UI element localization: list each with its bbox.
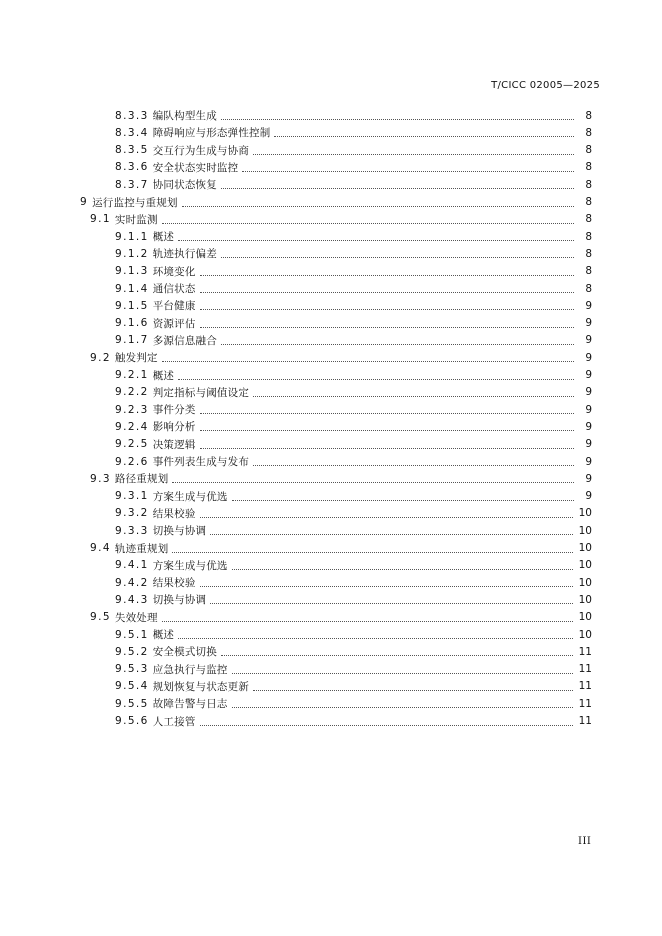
toc-entry-number: 9.4.2 — [115, 576, 149, 589]
toc-entry[interactable] — [0, 436, 592, 453]
toc-entry-page: 9 — [585, 403, 592, 416]
toc-entry[interactable] — [0, 557, 592, 574]
toc-entry-page: 8 — [585, 230, 592, 243]
toc-dot-leader — [210, 522, 572, 535]
toc-entry-number: 8.3.6 — [115, 161, 149, 174]
toc-dot-leader — [182, 194, 574, 207]
toc-dot-leader — [242, 159, 574, 172]
toc-entry-page: 9 — [585, 490, 592, 503]
toc-entry-page: 8 — [585, 213, 592, 226]
toc-entry-number: 9.5.3 — [115, 663, 149, 676]
toc-dot-leader — [172, 470, 574, 483]
toc-entry-number: 9.3.1 — [115, 490, 149, 503]
toc-entry-page: 8 — [585, 196, 592, 208]
toc-entry-title: 切换与协调 — [152, 594, 207, 607]
toc-entry-page: 10 — [578, 542, 592, 554]
toc-entry-title: 多源信息融合 — [152, 334, 217, 347]
toc-entry-title: 应急执行与监控 — [152, 663, 228, 676]
toc-dot-leader — [253, 384, 574, 397]
toc-entry[interactable] — [0, 297, 592, 314]
toc-entry-number: 8.3.7 — [115, 178, 149, 191]
toc-entry-title: 编队构型生成 — [152, 110, 217, 122]
toc-entry-page: 9 — [585, 351, 592, 364]
toc-dot-leader — [221, 176, 574, 189]
toc-entry[interactable] — [0, 124, 592, 141]
toc-entry[interactable] — [0, 228, 592, 245]
toc-entry-number: 9.2.4 — [115, 420, 149, 433]
toc-entry[interactable] — [0, 505, 592, 522]
toc-entry-page: 8 — [585, 144, 592, 157]
toc-dot-leader — [200, 418, 574, 431]
toc-entry-title: 失效处理 — [114, 611, 158, 624]
toc-entry-number: 9.3 — [90, 472, 111, 485]
toc-entry-title: 方案生成与优选 — [152, 490, 228, 503]
toc-entry-title: 触发判定 — [114, 352, 158, 365]
toc-dot-leader — [221, 107, 574, 120]
toc-dot-leader — [274, 124, 574, 137]
toc-dot-leader — [253, 453, 574, 466]
toc-dot-leader — [210, 591, 572, 604]
toc-entry-title: 通信状态 — [152, 283, 196, 295]
toc-entry[interactable] — [0, 540, 592, 557]
toc-entry-page: 9 — [585, 386, 592, 399]
toc-entry-title: 决策逻辑 — [152, 438, 196, 451]
toc-dot-leader — [178, 228, 574, 241]
toc-dot-leader — [200, 436, 574, 449]
toc-entry[interactable] — [0, 661, 592, 678]
toc-entry-title: 平台健康 — [152, 300, 196, 313]
toc-entry-page: 10 — [578, 507, 592, 520]
toc-entry-page: 9 — [585, 472, 592, 485]
toc-entry-title: 交互行为生成与协商 — [152, 144, 250, 157]
toc-dot-leader — [232, 695, 573, 708]
toc-dot-leader — [200, 505, 573, 518]
toc-entry[interactable] — [0, 453, 592, 470]
document-code: T/CICC 02005—2025 — [491, 80, 600, 91]
toc-entry-title: 影响分析 — [152, 421, 196, 434]
toc-entry[interactable] — [0, 574, 592, 591]
toc-entry-number: 9.1.7 — [115, 334, 149, 347]
toc-entry-page: 10 — [578, 576, 592, 589]
toc-entry[interactable] — [0, 159, 592, 176]
toc-entry-title: 人工接管 — [152, 715, 196, 728]
toc-entry-number: 9 — [80, 196, 89, 208]
toc-entry-title: 故障告警与日志 — [152, 698, 228, 711]
toc-entry-number: 9.1 — [90, 213, 111, 226]
toc-entry-number: 9.3.3 — [115, 524, 149, 537]
toc-entry[interactable] — [0, 643, 592, 660]
toc-entry[interactable] — [0, 401, 592, 418]
toc-entry-number: 9.1.3 — [115, 265, 149, 278]
toc-entry-title: 安全模式切换 — [152, 646, 217, 659]
toc-dot-leader — [162, 349, 574, 362]
toc-entry-number: 8.3.4 — [115, 126, 149, 139]
toc-dot-leader — [253, 678, 573, 691]
toc-entry-number: 9.5.1 — [115, 628, 149, 641]
toc-entry-number: 9.5 — [90, 611, 111, 624]
toc-dot-leader — [232, 661, 573, 674]
toc-entry-page: 9 — [585, 317, 592, 330]
toc-entry-number: 9.1.6 — [115, 317, 149, 330]
toc-dot-leader — [232, 557, 573, 570]
toc-entry[interactable] — [0, 713, 592, 730]
toc-entry-number: 9.1.2 — [115, 247, 149, 260]
toc-entry[interactable] — [0, 315, 592, 332]
toc-entry-title: 轨迹执行偏差 — [152, 248, 217, 261]
toc-dot-leader — [253, 142, 574, 155]
toc-entry-title: 事件分类 — [152, 404, 196, 417]
toc-entry-number: 9.5.2 — [115, 645, 149, 658]
toc-dot-leader — [200, 315, 574, 328]
toc-entry[interactable] — [0, 488, 592, 505]
toc-entry[interactable] — [0, 280, 592, 297]
toc-entry[interactable] — [0, 470, 592, 487]
toc-entry[interactable] — [0, 142, 592, 159]
toc-entry-title: 路径重规划 — [114, 473, 169, 486]
toc-entry-page: 10 — [578, 628, 592, 641]
toc-entry-page: 11 — [578, 680, 592, 693]
toc-dot-leader — [221, 332, 574, 345]
toc-dot-leader — [200, 401, 574, 414]
toc-dot-leader — [178, 367, 574, 380]
toc-entry-title: 事件列表生成与发布 — [152, 456, 250, 468]
toc-dot-leader — [200, 713, 573, 726]
toc-entry[interactable] — [0, 609, 592, 626]
toc-entry-page: 8 — [585, 109, 592, 122]
toc-entry[interactable] — [0, 522, 592, 539]
toc-entry-page: 9 — [585, 455, 592, 468]
toc-entry[interactable] — [0, 384, 592, 401]
toc-entry-number: 9.2.5 — [115, 438, 149, 451]
toc-entry-number: 9.1.5 — [115, 299, 149, 312]
toc-dot-leader — [200, 297, 574, 310]
toc-entry-number: 9.4 — [90, 542, 111, 554]
toc-entry-page: 11 — [578, 645, 592, 658]
toc-entry-page: 8 — [585, 265, 592, 278]
toc-entry[interactable] — [0, 332, 592, 349]
toc-entry-page: 10 — [578, 611, 592, 624]
toc-entry[interactable] — [0, 211, 592, 228]
toc-entry-number: 9.4.1 — [115, 559, 149, 572]
toc-entry-title: 障碍响应与形态弹性控制 — [152, 127, 271, 140]
toc-entry-page: 8 — [585, 178, 592, 191]
toc-dot-leader — [221, 245, 574, 258]
toc-entry-number: 9.1.4 — [115, 282, 149, 295]
toc-entry-title: 结果校验 — [152, 507, 196, 520]
toc-entry-number: 8.3.5 — [115, 144, 149, 157]
toc-entry-page: 9 — [585, 420, 592, 433]
toc-dot-leader — [200, 574, 573, 587]
toc-entry-title: 协同状态恢复 — [152, 179, 217, 192]
toc-entry-page: 8 — [585, 282, 592, 295]
toc-dot-leader — [162, 609, 573, 622]
toc-entry-page: 9 — [585, 438, 592, 451]
toc-entry-page: 11 — [578, 715, 592, 727]
toc-entry-number: 9.5.4 — [115, 680, 149, 693]
toc-entry-number: 9.2 — [90, 351, 111, 364]
toc-entry[interactable] — [0, 194, 592, 211]
toc-entry-title: 切换与协调 — [152, 525, 207, 538]
toc-entry-title: 概述 — [152, 629, 175, 641]
toc-dot-leader — [200, 280, 574, 293]
toc-entry-page: 9 — [585, 334, 592, 347]
toc-entry-page: 10 — [578, 559, 592, 572]
toc-entry[interactable] — [0, 349, 592, 366]
toc-entry-title: 概述 — [152, 369, 175, 382]
toc-entry-number: 9.1.1 — [115, 230, 149, 243]
toc-entry-title: 规划恢复与状态更新 — [152, 680, 250, 693]
toc-dot-leader — [178, 626, 573, 639]
toc-dot-leader — [200, 263, 574, 276]
toc-entry-number: 9.2.3 — [115, 403, 149, 416]
toc-entry[interactable] — [0, 245, 592, 262]
toc-entry-title: 概述 — [152, 231, 175, 244]
toc-entry-number: 9.4.3 — [115, 593, 149, 606]
toc-entry-page: 11 — [578, 697, 592, 710]
toc-entry-title: 判定指标与阈值设定 — [152, 386, 250, 399]
toc-entry-number: 9.2.2 — [115, 386, 149, 399]
toc-entry[interactable] — [0, 591, 592, 608]
toc-entry-number: 9.5.5 — [115, 697, 149, 710]
toc-entry-number: 9.5.6 — [115, 715, 149, 727]
toc-entry-page: 8 — [585, 161, 592, 174]
toc-entry-title: 结果校验 — [152, 577, 196, 590]
toc-dot-leader — [162, 211, 574, 224]
toc-entry-title: 轨迹重规划 — [114, 542, 169, 555]
toc-entry[interactable] — [0, 367, 592, 384]
toc-entry-number: 9.3.2 — [115, 507, 149, 520]
toc-entry-title: 实时监测 — [114, 213, 158, 226]
toc-entry-page: 8 — [585, 126, 592, 139]
toc-entry[interactable] — [0, 176, 592, 193]
toc-entry-page: 9 — [585, 299, 592, 312]
toc-entry[interactable] — [0, 626, 592, 643]
toc-entry-page: 8 — [585, 247, 592, 260]
toc-entry-page: 10 — [578, 593, 592, 606]
toc-entry-number: 8.3.3 — [115, 109, 149, 122]
toc-entry[interactable] — [0, 107, 592, 124]
toc-entry-page: 9 — [585, 369, 592, 381]
toc-entry[interactable] — [0, 678, 592, 695]
toc-entry-title: 安全状态实时监控 — [152, 161, 239, 174]
toc-entry-page: 11 — [578, 663, 592, 676]
toc-entry-title: 环境变化 — [152, 265, 196, 278]
page-number: III — [578, 836, 592, 847]
toc-entry-title: 运行监控与重规划 — [92, 196, 178, 209]
toc-entry[interactable] — [0, 263, 592, 280]
toc-entry-number: 9.2.6 — [115, 455, 149, 468]
toc-dot-leader — [221, 643, 573, 656]
toc-entry-page: 10 — [578, 524, 592, 537]
toc-dot-leader — [172, 540, 572, 553]
toc-entry-title: 资源评估 — [152, 317, 196, 330]
toc-entry[interactable] — [0, 695, 592, 712]
toc-dot-leader — [232, 488, 574, 501]
toc-entry-number: 9.2.1 — [115, 369, 149, 381]
toc-entry-title: 方案生成与优选 — [152, 559, 228, 572]
toc-entry[interactable] — [0, 418, 592, 435]
